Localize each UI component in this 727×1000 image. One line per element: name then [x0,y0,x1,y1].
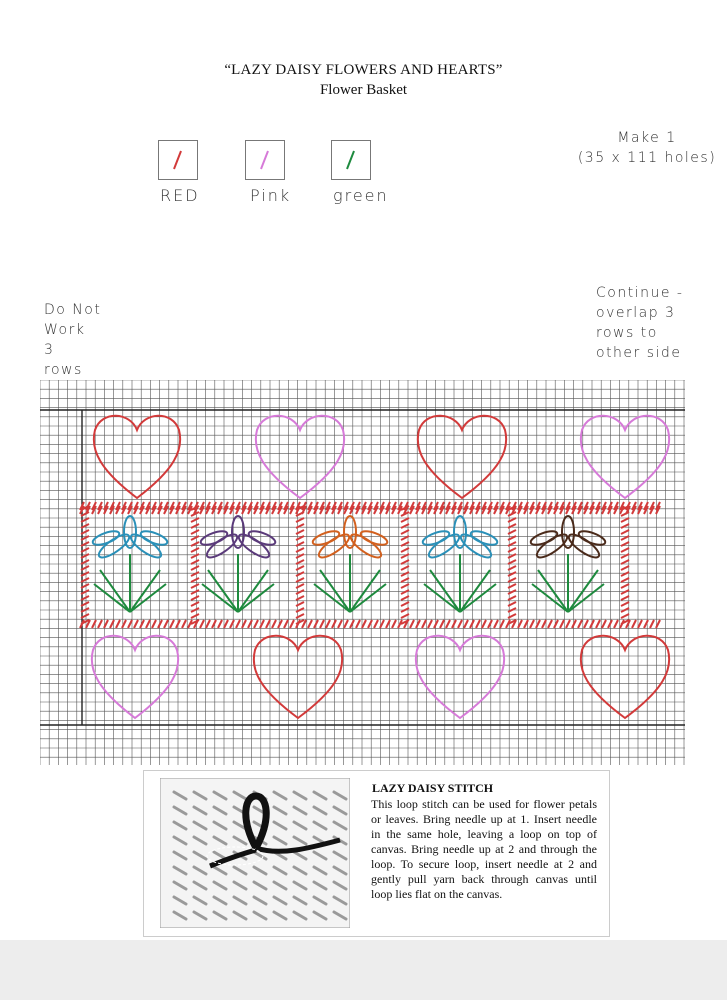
red-stroke-icon [174,151,181,169]
red-label: RED [160,186,200,205]
pink-stroke-icon [261,151,268,169]
pink-label: Pink [250,186,292,205]
scan-margin [0,940,727,1000]
green-stroke-icon [347,151,354,169]
red-swatch [158,140,198,180]
lazy-daisy-diagram-icon [160,778,350,928]
instruction-text: This loop stitch can be used for flower petals or leaves. Bring needle up at 1. Insert needle in the same hole, leaving a loop on top of canvas. Bring needle up at 2 and through the loop. To secure loop, insert needle at 2 and gently pull yarn back through canvas until loop lies flat on the canvas. [371,797,597,901]
page-title: “LAZY DAISY FLOWERS AND HEARTS” [224,62,503,78]
page-subtitle: Flower Basket [319,82,408,98]
pink-swatch [245,140,285,180]
green-label: green [333,186,389,205]
green-swatch [331,140,371,180]
instruction-heading: LAZY DAISY STITCH [372,781,494,795]
continue-note: Continue - overlap 3 rows to other side [596,285,684,361]
needlepoint-chart [40,380,685,765]
make-note: Make 1 (35 x 111 holes) [577,130,717,166]
do-not-work-note: Do Not Work 3 rows [44,302,102,378]
